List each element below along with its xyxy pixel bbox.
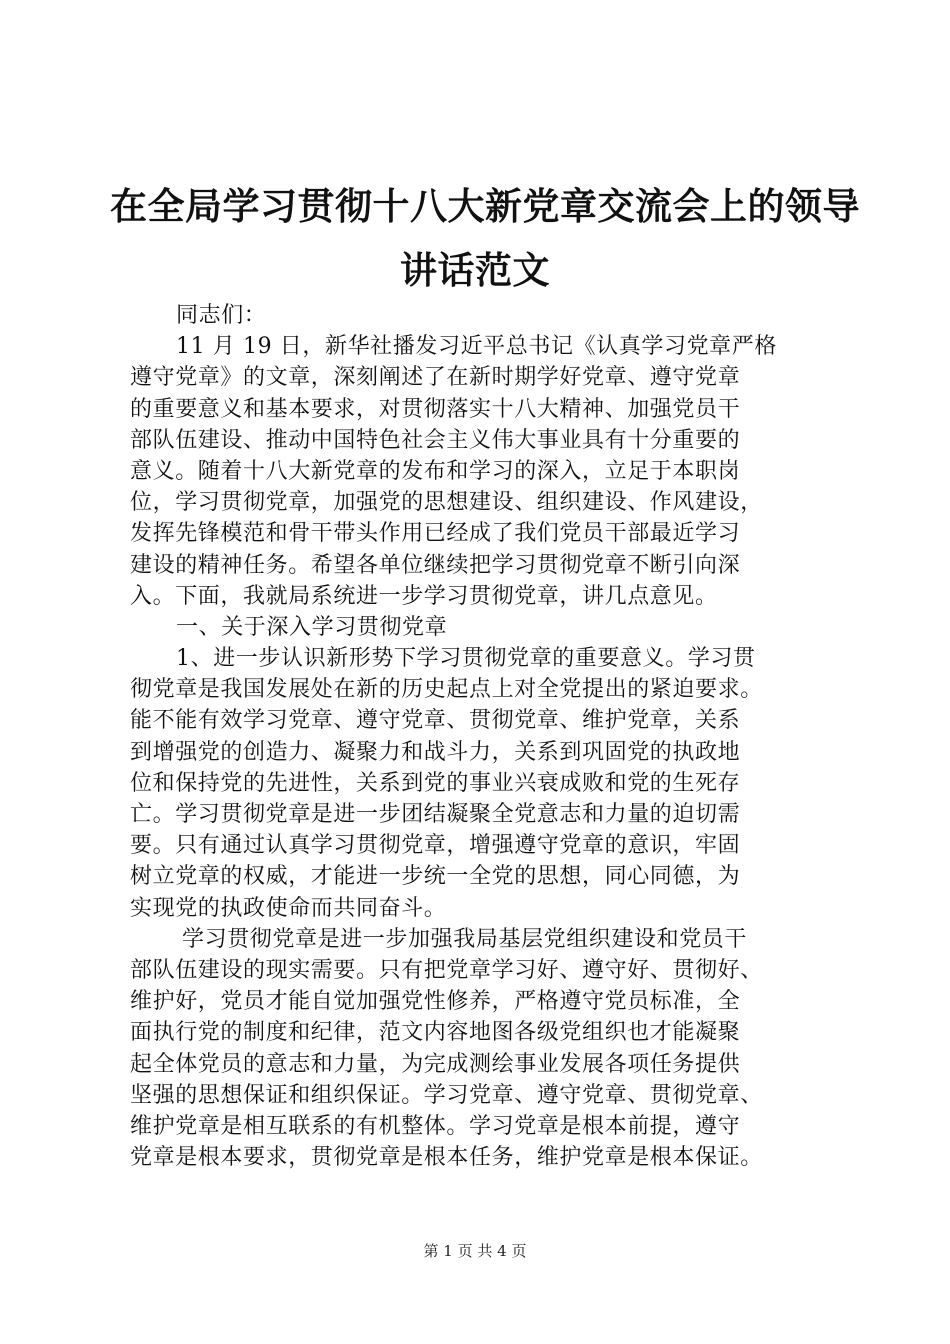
body-line: 维护好，党员才能自觉加强党性修养，严格遵守党员标准，全 [130,989,741,1015]
body-line: 位，学习贯彻党章，加强党的思想建设、组织建设、作风建设， [130,490,763,516]
body-line: 部队伍建设的现实需要。只有把党章学习好、遵守好、贯彻好、 [130,957,763,983]
body-line: 的重要意义和基本要求，对贯彻落实十八大精神、加强党员干 [130,396,741,422]
body-line: 实现党的执政使命而共同奋斗。 [130,895,447,921]
body-line: 入。下面，我就局系统进一步学习贯彻党章，讲几点意见。 [130,583,718,609]
body-line: 党章是根本要求，贯彻党章是根本任务，维护党章是根本保证。 [130,1145,763,1171]
body-line: 树立党章的权威，才能进一步统一全党的思想，同心同德，为 [130,864,741,890]
body-line: 学习贯彻党章是进一步加强我局基层党组织建设和党员干 [182,926,748,952]
body-line: 能不能有效学习党章、遵守党章、贯彻党章、维护党章，关系 [130,708,741,734]
page-footer: 第 1 页 共 4 页 [423,1242,527,1260]
body-line: 维护党章是相互联系的有机整体。学习党章是根本前提，遵守 [130,1113,741,1139]
body-line: 部队伍建设、推动中国特色社会主义伟大事业具有十分重要的 [130,427,741,453]
body-line: 起全体党员的意志和力量，为完成测绘事业发展各项任务提供 [130,1051,741,1077]
document-body [130,300,826,1173]
salutation: 同志们： [176,303,267,328]
body-line: 1、进一步认识新形势下学习贯彻党章的重要意义。学习贯 [176,646,756,672]
body-line: 彻党章是我国发展处在新的历史起点上对全党提出的紧迫要求。 [130,677,763,703]
body-line: 要。只有通过认真学习贯彻党章，增强遵守党章的意识，牢固 [130,833,741,859]
document-title-line-2: 讲话范文 [400,248,550,292]
body-line: 意义。随着十八大新党章的发布和学习的深入，立足于本职岗 [130,458,741,484]
body-line: 坚强的思想保证和组织保证。学习党章、遵守党章、贯彻党章、 [130,1082,763,1108]
body-line: 亡。学习贯彻党章是进一步团结凝聚全党意志和力量的迫切需 [130,802,741,827]
section-heading: 一、关于深入学习贯彻党章 [176,614,448,640]
body-line: 面执行党的制度和纪律，范文内容地图各级党组织也才能凝聚 [130,1020,741,1046]
body-line: 到增强党的创造力、凝聚力和战斗力，关系到巩固党的执政地 [130,739,741,765]
document-title-line-1: 在全局学习贯彻十八大新党章交流会上的领导 [110,184,860,228]
body-line: 发挥先锋模范和骨干带头作用已经成了我们党员干部最近学习 [130,521,741,547]
body-line: 11 月 19 日，新华社播发习近平总书记《认真学习党章严格 [176,334,777,360]
body-line: 建设的精神任务。希望各单位继续把学习贯彻党章不断引向深 [130,552,741,578]
body-line: 遵守党章》的文章，深刻阐述了在新时期学好党章、遵守党章 [130,365,741,391]
body-line: 位和保持党的先进性，关系到党的事业兴衰成败和党的生死存 [130,770,741,796]
